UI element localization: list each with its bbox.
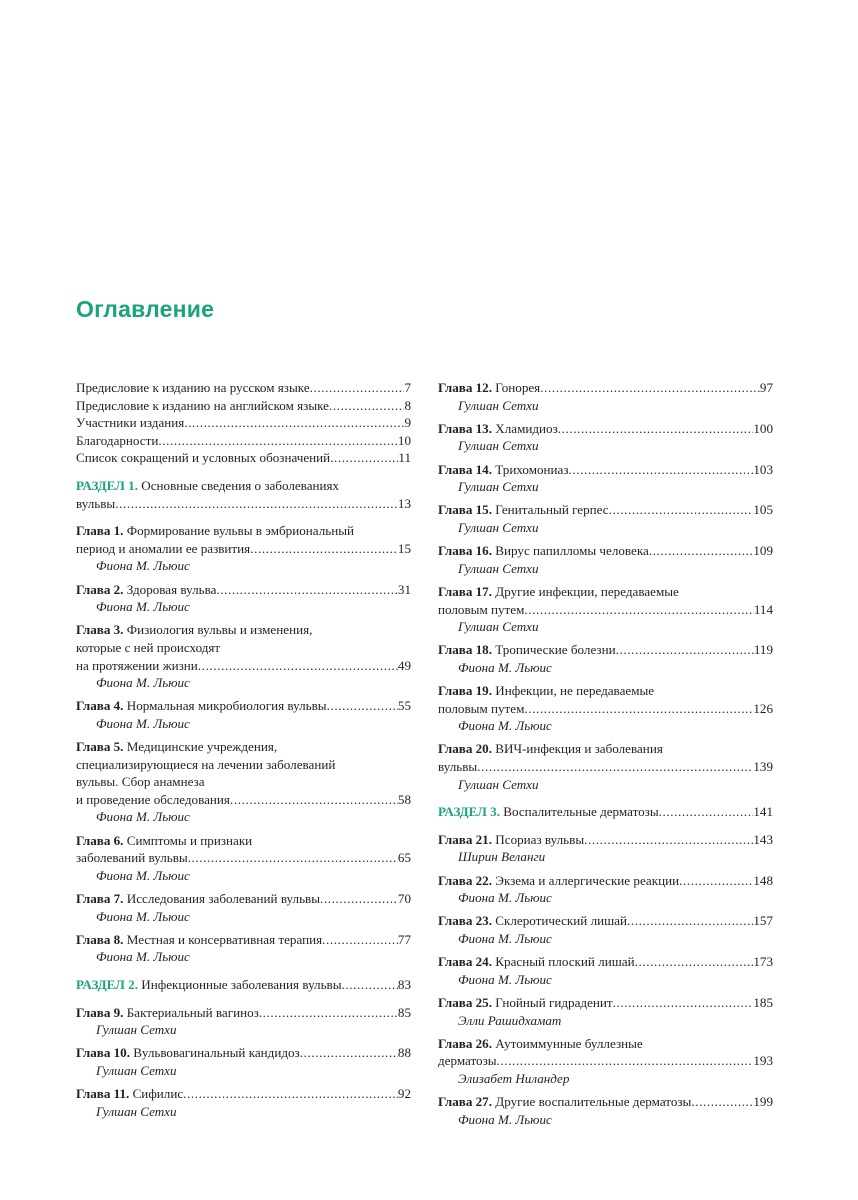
toc-page-number: 65 <box>397 850 411 866</box>
toc-page-number: 157 <box>753 913 773 929</box>
section-label: РАЗДЕЛ 1. <box>76 477 138 493</box>
chapter-title: Сифилис <box>132 1086 184 1102</box>
chapter-label: Глава 25. <box>438 994 493 1010</box>
toc-page-number: 141 <box>753 804 773 820</box>
chapter-label: Глава 13. <box>438 420 493 436</box>
toc-page-number: 9 <box>404 415 411 431</box>
chapter-author: Ширин Веланги <box>458 849 546 865</box>
chapter-title-cont: половым путем <box>438 601 525 617</box>
toc-page-number: 105 <box>753 502 773 518</box>
toc-chapter-11[interactable] <box>76 1085 411 1120</box>
toc-page-number: 109 <box>753 543 773 559</box>
chapter-title: Гнойный гидраденит <box>495 994 613 1010</box>
toc-section-1[interactable] <box>76 477 411 512</box>
toc-chapter-26[interactable] <box>438 1035 773 1088</box>
toc-chapter-24[interactable] <box>438 953 773 988</box>
chapter-title: Здоровая вульва <box>126 581 217 597</box>
chapter-label: Глава 5. <box>76 739 124 755</box>
chapter-label: Глава 15. <box>438 502 493 518</box>
toc-page-number: 49 <box>397 657 411 673</box>
toc-page-number: 88 <box>397 1045 411 1061</box>
chapter-author: Фиона М. Льюис <box>96 715 190 731</box>
chapter-author: Элли Рашидхамат <box>458 1012 562 1028</box>
toc-chapter-6[interactable] <box>76 832 411 885</box>
chapter-title: Местная и консервативная терапия <box>126 931 323 947</box>
toc-chapter-12[interactable] <box>438 379 773 414</box>
chapter-author: Фиона М. Льюис <box>96 867 190 883</box>
chapter-author: Гулшан Сетхи <box>458 438 539 454</box>
toc-chapter-17[interactable] <box>438 583 773 636</box>
chapter-author: Фиона М. Льюис <box>96 908 190 924</box>
toc-page-number: 13 <box>397 495 411 511</box>
toc-page-number: 193 <box>753 1053 773 1069</box>
toc-chapter-25[interactable] <box>438 994 773 1029</box>
toc-chapter-13[interactable] <box>438 420 773 455</box>
chapter-title: Хламидиоз <box>495 420 558 436</box>
chapter-author: Фиона М. Льюис <box>458 890 552 906</box>
chapter-title-cont: дерматозы <box>438 1053 497 1069</box>
chapter-title: Исследования заболеваний вульвы <box>126 891 321 906</box>
toc-entry-text: Предисловие к изданию на русском языке <box>76 380 310 395</box>
chapter-label: Глава 16. <box>438 543 493 559</box>
toc-page-number: 126 <box>753 700 773 716</box>
chapter-title: Псориаз вульвы <box>495 831 585 847</box>
chapter-title-cont: период и аномалии ее развития <box>76 540 251 556</box>
toc-page-number: 77 <box>397 931 411 947</box>
chapter-label: Глава 8. <box>76 931 124 947</box>
chapter-author: Гулшан Сетхи <box>96 1022 177 1038</box>
toc-front-entry[interactable] <box>76 414 411 432</box>
toc-chapter-19[interactable] <box>438 682 773 735</box>
toc-chapter-1[interactable] <box>76 522 411 575</box>
chapter-title: Медицинские учреждения, <box>126 739 278 755</box>
toc-entry-text: Участники издания <box>76 415 185 431</box>
section-title-cont: вульвы <box>76 495 116 511</box>
toc-page-number: 10 <box>397 432 411 448</box>
chapter-author: Гулшан Сетхи <box>458 776 539 792</box>
chapter-label: Глава 23. <box>438 913 493 929</box>
chapter-author: Фиона М. Льюис <box>458 971 552 987</box>
chapter-title: Красный плоский лишай <box>495 954 635 970</box>
chapter-title-cont: вульвы <box>438 759 478 775</box>
chapter-title-cont: половым путем <box>438 700 525 716</box>
chapter-label: Глава 17. <box>438 583 493 599</box>
chapter-label: Глава 27. <box>438 1094 493 1110</box>
chapter-title: Бактериальный вагиноз <box>126 1004 259 1020</box>
chapter-author: Гулшан Сетхи <box>458 560 539 576</box>
toc-front-entry[interactable] <box>76 432 411 450</box>
chapter-author: Гулшан Сетхи <box>458 479 539 495</box>
chapter-label: Глава 24. <box>438 954 493 970</box>
toc-page-number: 114 <box>753 601 773 617</box>
chapter-label: Глава 2. <box>76 581 124 597</box>
chapter-label: Глава 26. <box>438 1035 493 1051</box>
toc-chapter-7[interactable] <box>76 890 411 925</box>
chapter-title-cont: которые с ней происходят <box>76 639 221 655</box>
chapter-label: Глава 3. <box>76 622 124 638</box>
toc-chapter-3[interactable] <box>76 621 411 691</box>
toc-page-number: 143 <box>753 831 773 847</box>
toc-page-number: 92 <box>397 1086 411 1102</box>
chapter-title: Генитальный герпес <box>495 502 609 518</box>
chapter-title-cont: и проведение обследования <box>76 791 230 807</box>
toc-page-number: 199 <box>753 1094 773 1110</box>
toc-page-number: 173 <box>753 954 773 970</box>
chapter-title: Гонорея <box>495 380 541 395</box>
toc-page-number: 97 <box>759 380 773 395</box>
chapter-author: Гулшан Сетхи <box>458 519 539 535</box>
toc-page-number: 185 <box>753 994 773 1010</box>
toc-page-number: 7 <box>404 380 411 395</box>
toc-chapter-8[interactable] <box>76 931 411 966</box>
chapter-author: Фиона М. Льюис <box>458 930 552 946</box>
chapter-label: Глава 18. <box>438 642 493 658</box>
chapter-author: Гулшан Сетхи <box>458 619 539 635</box>
chapter-title: Другие воспалительные дерматозы <box>495 1094 692 1110</box>
toc-page-number: 139 <box>753 759 773 775</box>
chapter-label: Глава 20. <box>438 741 493 757</box>
chapter-title: Вирус папилломы человека <box>495 543 649 559</box>
chapter-label: Глава 7. <box>76 891 124 906</box>
toc-chapter-23[interactable] <box>438 912 773 947</box>
chapter-title: Инфекции, не передаваемые <box>495 683 655 699</box>
toc-page-number: 58 <box>397 791 411 807</box>
toc-chapter-4[interactable] <box>76 697 411 732</box>
toc-chapter-9[interactable] <box>76 1004 411 1039</box>
page-title: Оглавление <box>76 296 215 322</box>
chapter-author: Гулшан Сетхи <box>458 397 539 413</box>
toc-chapter-18[interactable] <box>438 641 773 676</box>
chapter-label: Глава 12. <box>438 380 493 395</box>
chapter-author: Фиона М. Льюис <box>96 809 190 825</box>
toc-chapter-20[interactable] <box>438 740 773 793</box>
chapter-label: Глава 21. <box>438 831 493 847</box>
toc-entry-text: Благодарности <box>76 432 159 448</box>
toc-page-number: 70 <box>397 891 411 906</box>
section-label: РАЗДЕЛ 3. <box>438 804 500 820</box>
toc-page-number: 85 <box>397 1004 411 1020</box>
toc-chapter-15[interactable] <box>438 501 773 536</box>
toc-front-entry[interactable] <box>76 379 411 397</box>
section-title: Инфекционные заболевания вульвы <box>141 976 342 992</box>
chapter-title-cont: на протяжении жизни <box>76 657 198 673</box>
toc-page-number: 31 <box>397 581 411 597</box>
chapter-label: Глава 1. <box>76 523 124 539</box>
chapter-label: Глава 14. <box>438 461 493 477</box>
chapter-label: Глава 22. <box>438 872 493 888</box>
toc-page-number: 11 <box>398 450 411 466</box>
chapter-author: Элизабет Ниландер <box>458 1070 570 1086</box>
toc-chapter-16[interactable] <box>438 542 773 577</box>
chapter-author: Фиона М. Льюис <box>96 599 190 615</box>
toc-column-left <box>76 379 411 1120</box>
toc-chapter-14[interactable] <box>438 461 773 496</box>
chapter-author: Фиона М. Льюис <box>458 718 552 734</box>
toc-entry-text: Список сокращений и условных обозначений <box>76 450 331 466</box>
toc-entry-text: Предисловие к изданию на английском языке <box>76 397 329 413</box>
chapter-label: Глава 19. <box>438 683 493 699</box>
toc-chapter-10[interactable] <box>76 1044 411 1079</box>
chapter-title: Экзема и аллергические реакции <box>495 872 680 888</box>
chapter-title: Другие инфекции, передаваемые <box>495 583 679 599</box>
chapter-author: Фиона М. Льюис <box>96 558 190 574</box>
chapter-title: Нормальная микробиология вульвы <box>126 698 327 714</box>
chapter-title: Вульвовагинальный кандидоз <box>133 1045 300 1061</box>
chapter-title: ВИЧ-инфекция и заболевания <box>495 741 663 757</box>
toc-section-2[interactable] <box>76 976 411 994</box>
chapter-author: Фиона М. Льюис <box>96 949 190 965</box>
toc-column-right <box>438 379 773 1128</box>
chapter-label: Глава 4. <box>76 698 124 714</box>
chapter-label: Глава 10. <box>76 1045 131 1061</box>
toc-front-entry[interactable] <box>76 449 411 467</box>
chapter-title: Физиология вульвы и изменения, <box>126 622 313 638</box>
section-title: Воспалительные дерматозы <box>503 804 659 820</box>
chapter-title: Симптомы и признаки <box>126 832 253 848</box>
chapter-title-cont: вульвы. Сбор анамнеза <box>76 774 205 790</box>
chapter-title: Формирование вульвы в эмбриональный <box>126 523 355 539</box>
chapter-title: Аутоиммунные буллезные <box>495 1035 643 1051</box>
chapter-label: Глава 6. <box>76 832 124 848</box>
toc-chapter-21[interactable] <box>438 831 773 866</box>
toc-chapter-27[interactable] <box>438 1093 773 1128</box>
toc-page-number: 103 <box>753 461 773 477</box>
toc-chapter-5[interactable] <box>76 738 411 826</box>
chapter-title: Трихомониаз <box>495 461 569 477</box>
chapter-title: Склеротический лишай <box>495 913 628 929</box>
toc-page-number: 83 <box>397 976 411 992</box>
chapter-title-cont: заболеваний вульвы <box>76 850 188 866</box>
chapter-author: Фиона М. Льюис <box>96 675 190 691</box>
toc-chapter-22[interactable] <box>438 872 773 907</box>
chapter-author: Фиона М. Льюис <box>458 659 552 675</box>
section-label: РАЗДЕЛ 2. <box>76 976 138 992</box>
toc-page-number: 55 <box>397 698 411 714</box>
toc-front-entry[interactable] <box>76 397 411 415</box>
toc-chapter-2[interactable] <box>76 581 411 616</box>
toc-page-number: 119 <box>753 642 773 658</box>
section-title: Основные сведения о заболеваниях <box>141 477 340 493</box>
toc-section-3[interactable] <box>438 803 773 821</box>
chapter-author: Гулшан Сетхи <box>96 1062 177 1078</box>
chapter-author: Фиона М. Льюис <box>458 1111 552 1127</box>
chapter-label: Глава 11. <box>76 1086 130 1102</box>
chapter-label: Глава 9. <box>76 1004 124 1020</box>
toc-page-number: 100 <box>753 420 773 436</box>
toc-page-number: 15 <box>397 540 411 556</box>
chapter-author: Гулшан Сетхи <box>96 1103 177 1119</box>
toc-page-number: 148 <box>753 872 773 888</box>
chapter-title-cont: специализирующиеся на лечении заболеваний <box>76 756 336 772</box>
toc-page-number: 8 <box>404 397 411 413</box>
chapter-title: Тропические болезни <box>495 642 616 658</box>
